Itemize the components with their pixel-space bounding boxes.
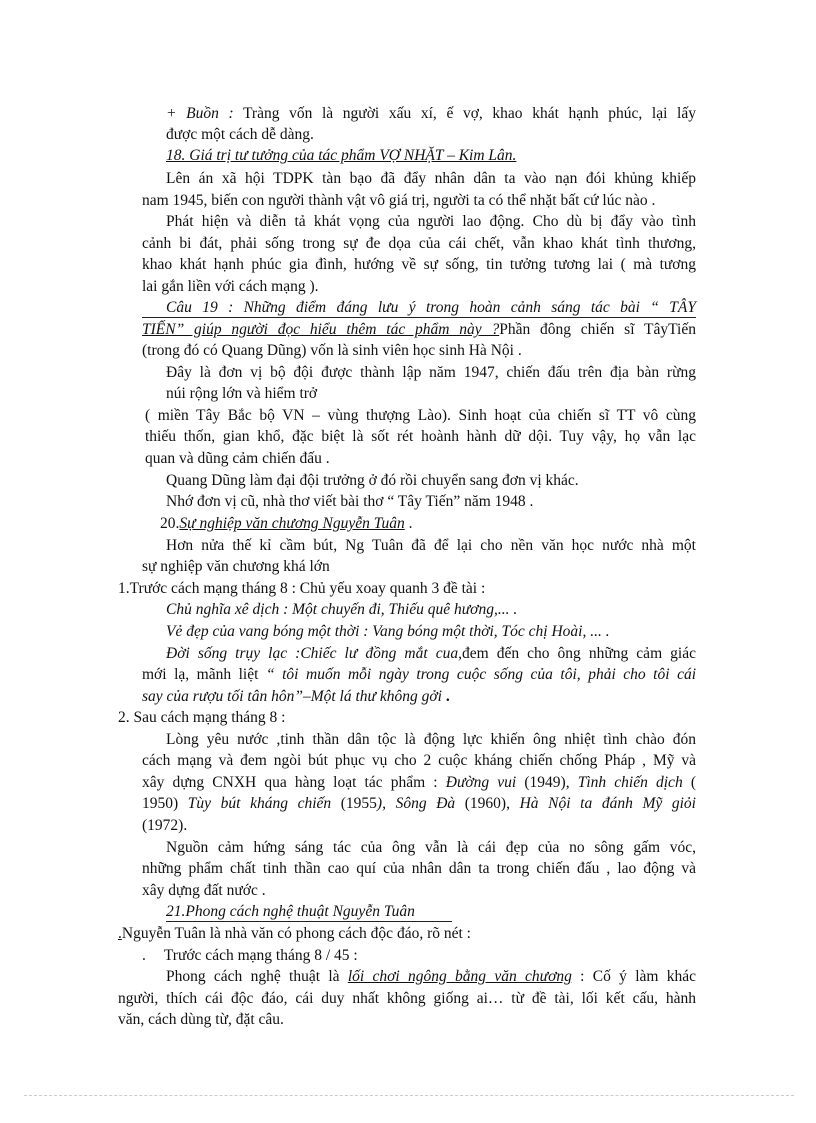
paragraph-line: + Buồn : Tràng vốn là người xấu xí, ế vợ, khao khát hạnh phúc, lại lấy xyxy=(166,105,696,122)
paragraph-line: Lòng yêu nước ,tinh thần dân tộc là động lực khiến ông nhiệt tình chào đón xyxy=(166,731,696,748)
paragraph-line: thiếu thốn, gian khổ, đặc biệt là sốt rét hoành hành dữ dội. Tuy vậy, họ vẫn lạc xyxy=(145,428,696,445)
paragraph-line: 1950) Tùy bút kháng chiến (1955), Sông Đà (1960), Hà Nội ta đánh Mỹ giỏi xyxy=(142,795,696,812)
paragraph-line: TIẾN” giúp người đọc hiểu thêm tác phẩm này ?Phần đông chiến sĩ TâyTiến xyxy=(142,321,696,338)
paragraph-line: Nhớ đơn vị cũ, nhà thơ viết bài thơ “ Tây Tiến” năm 1948 . xyxy=(166,493,534,510)
emphasis-text: + Buồn : xyxy=(166,105,234,122)
heading-rule xyxy=(166,921,452,922)
question-heading-19-cont: TIẾN” giúp người đọc hiểu thêm tác phẩm này ? xyxy=(142,321,500,338)
paragraph-line: lai gắn liền với cách mạng ). xyxy=(142,278,319,295)
question-heading-19: Câu 19 : Những điểm đáng lưu ý trong hoàn cảnh sáng tác bài “ TÂY xyxy=(166,299,696,316)
section-heading-21: 21.Phong cách nghệ thuật Nguyễn Tuân xyxy=(166,903,415,920)
paragraph-line: xây dựng CNXH qua hàng loạt tác phẩm : Đường vui (1949), Tình chiến dịch ( xyxy=(142,774,697,791)
topic-line: Đời sống trụy lạc :Chiếc lư đồng mắt cua,đem đến cho ông những cảm giác xyxy=(166,645,696,662)
paragraph-line: khao khát hạnh phúc gia đình, hướng về sự sống, tin tưởng tương lai ( mà tương xyxy=(142,256,696,273)
paragraph-line: ( miền Tây Bắc bộ VN – vùng thượng Lào). Sinh hoạt của chiến sĩ TT vô cùng xyxy=(145,407,696,424)
paragraph-line: xây dựng đất nước . xyxy=(142,882,266,899)
section-heading-18: 18. Giá trị tư tưởng của tác phẩm VỢ NHẶT – Kim Lân. xyxy=(166,147,517,164)
paragraph-line: Phong cách nghệ thuật là lối chơi ngông bằng văn chương : Cố ý làm khác xyxy=(166,968,696,985)
paragraph-line: nam 1945, biến con người thành vật vô giá trị, người ta có thể nhặt bất cứ lúc nào . xyxy=(142,192,656,209)
paragraph-line: Đây là đơn vị bộ đội được thành lập năm 1947, chiến đấu trên địa bàn rừng xyxy=(166,364,696,381)
paragraph-line: Nguồn cảm hứng sáng tác của ông vẫn là cái đẹp của no sông gấm vóc, xyxy=(166,839,696,856)
paragraph-line: văn, cách dùng từ, đặt câu. xyxy=(118,1011,284,1028)
section-heading-20: 20.Sự nghiệp văn chương Nguyễn Tuân . xyxy=(160,515,413,532)
paragraph-line: người, thích cái độc đáo, cái duy nhất không giống ai… từ đề tài, lối kết cấu, hành xyxy=(118,990,696,1007)
paragraph-line: (trong đó có Quang Dũng) vốn là sinh viên học sinh Hà Nội . xyxy=(142,342,522,359)
paragraph-line: sự nghiệp văn chương khá lớn xyxy=(142,558,330,575)
paragraph-line: mới lạ, mãnh liệt “ tôi muốn mỗi ngày trong cuộc sống của tôi, phải cho tôi cái xyxy=(142,666,697,683)
heading-rule xyxy=(142,317,696,318)
subsection-heading: 2. Sau cách mạng tháng 8 : xyxy=(118,709,286,726)
paragraph-line: .Nguyễn Tuân là nhà văn có phong cách độc đáo, rõ nét : xyxy=(118,925,471,942)
paragraph-line: những phẩm chất tinh thần cao quí của nhân dân ta trong chiến đấu , lao động và xyxy=(142,860,696,877)
paragraph-line: cảnh bi đát, phải sống trong sự đe dọa của cái chết, vẫn khao khát tình thương, xyxy=(142,235,696,252)
paragraph-line: Lên án xã hội TDPK tàn bạo đã đẩy nhân dân ta vào nạn đói khủng khiếp xyxy=(166,170,696,187)
topic-line: Vẻ đẹp của vang bóng một thời : Vang bóng một thời, Tóc chị Hoài, ... . xyxy=(166,623,610,640)
paragraph-line: được một cách dễ dàng. xyxy=(166,126,314,143)
paragraph-line: Phát hiện và diễn tả khát vọng của người lao động. Cho dù bị đẩy vào tình xyxy=(166,213,696,230)
list-item: . Trước cách mạng tháng 8 / 45 : xyxy=(142,947,358,964)
paragraph-line: núi rộng lớn và hiểm trở xyxy=(166,385,318,402)
paragraph-line: cách mạng và đem ngòi bút phục vụ cho 2 cuộc kháng chiến chống Pháp , Mỹ và xyxy=(142,752,696,769)
paragraph-line: quan và dũng cảm chiến đấu . xyxy=(145,450,330,467)
paragraph-line: Hơn nửa thế kỉ cầm bút, Ng Tuân đã để lại cho nền văn học nước nhà một xyxy=(166,537,696,554)
topic-line: Chủ nghĩa xê dịch : Một chuyến đi, Thiếu quê hương,... . xyxy=(166,601,518,618)
paragraph-line: Quang Dũng làm đại đội trưởng ở đó rồi chuyển sang đơn vị khác. xyxy=(166,472,579,489)
subsection-heading: 1.Trước cách mạng tháng 8 : Chủ yếu xoay quanh 3 đề tài : xyxy=(118,580,486,597)
page-bottom-rule xyxy=(24,1095,794,1096)
paragraph-line: (1972). xyxy=(142,817,188,834)
paragraph-line: say của rượu tối tân hôn”–Một lá thư không gởi . xyxy=(142,688,450,705)
